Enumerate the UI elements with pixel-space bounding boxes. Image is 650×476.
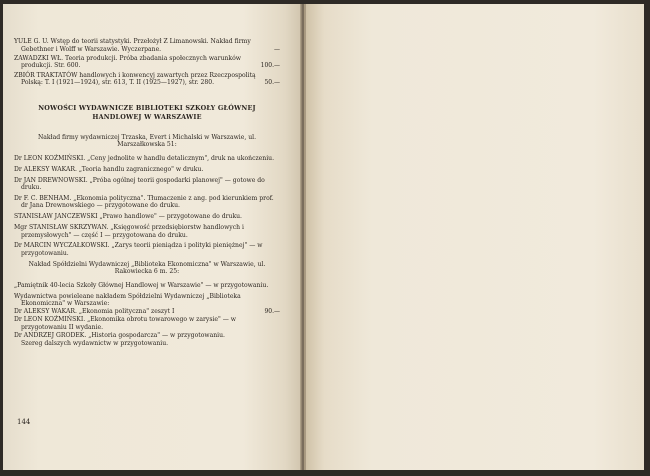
page-number: 144 <box>17 418 31 426</box>
entry-price: 90.— <box>264 308 280 316</box>
renewed-publications-note: Wydawnictwa powieleane nakładem Spółdzielni Wydawniczej „Biblioteka Ekonomiczna" w Warszawie: <box>14 292 241 308</box>
book-gutter <box>300 4 306 470</box>
book-entry: Mgr STANISŁAW SKRZYWAN. „Księgowość przedsiębiorstw handlowych i przemysłowych" — część I — przygotowana do druku. <box>14 224 244 239</box>
memorial-entry: „Pamiętnik 40-lecia Szkoły Głównej Handlowej w Warszawie" — w przygotowaniu. <box>14 281 269 289</box>
book-entry: Dr MARCIN WYCZAŁKOWSKI. „Zarys teorii pieniądza i polityki pieniężnej" — w przygotowaniu. <box>14 242 263 257</box>
book-entry: STANISŁAW JANCZEWSKI „Prawo handlowe" — przygotowane do druku. <box>14 213 242 221</box>
cooperative-note: Nakład Spółdzielni Wydawniczej „Biblioteka Ekonomiczna" w Warszawie, ul. Rakowiecka 6 m. 25: <box>28 260 266 276</box>
right-page <box>304 4 644 470</box>
catalog-entry-zbior <box>14 72 280 87</box>
books-list <box>14 155 280 258</box>
publisher-note: Nakład firmy wydawniczej Trzaska, Evert i Michalski w Warszawie, ul. Marszałkowska 51: <box>37 133 257 149</box>
page-edge-line <box>304 4 305 470</box>
entry-price: 50.— <box>264 79 280 87</box>
section-heading: NOWOŚCI WYDAWNICZE BIBLIOTEKI SZKOŁY GŁÓWNEJ HANDLOWEJ W WARSZAWIE <box>38 103 256 121</box>
catalog-entry-yule <box>14 38 280 53</box>
series-entry: Dr ANDRZEJ GRODEK. „Historia gospodarcza" — w przygotowaniu. <box>14 332 225 340</box>
entry-text: Dr ALEKSY WAKAR. „Ekonomia polityczna" zeszyt I <box>14 308 175 316</box>
book-entry: Dr F. C. BENHAM. „Ekonomia polityczna". Tłumaczenie z ang. pod kierunkiem prof. dr Jana Drewnowskiego — przygotowane do druku. <box>14 194 274 210</box>
entry-text: ZAWADZKI WŁ. Teoria produkcji. Próba zbadania społecznych warunków produkcji. Str. 600. <box>14 54 242 70</box>
closing-note: Szereg dalszych wydawnictw w przygotowaniu. <box>21 340 169 348</box>
book-entry: Dr JAN DREWNOWSKI. „Próba ogólnej teorii gospodarki planowej" — gotowe do druku. <box>14 176 265 192</box>
entry-price: 100.— <box>260 62 280 70</box>
series-entry <box>14 308 280 316</box>
catalog-entry-zawadzki <box>14 55 280 70</box>
entry-price: — <box>274 45 280 53</box>
entry-text: ZBIÓR TRAKTATÓW handlowych i konwencyj zawartych przez Rzeczpospolitą Polską: T. I (1921—1924), str. 613, T. II (1925—1927), str. 280. <box>14 71 256 87</box>
book-entry: Dr LEON KOŹMIŃSKI. „Ceny jednolite w handlu detalicznym", druk na ukończeniu. <box>14 154 275 162</box>
entry-text: YULE G. U. Wstęp do teorii statystyki. Przełożył Z Limanowski. Nakład firmy Gebethner i Wolff w Warszawie. Wyczerpane. <box>14 38 251 53</box>
series-entry: Dr LEON KOŹMIŃSKI. „Ekonomika obrotu towarowego w zarysie" — w przygotowaniu II wydanie. <box>14 316 237 331</box>
book-entry: Dr ALEKSY WAKAR. „Teoria handlu zagranicznego" w druku. <box>14 165 204 173</box>
left-page-text <box>14 38 280 351</box>
